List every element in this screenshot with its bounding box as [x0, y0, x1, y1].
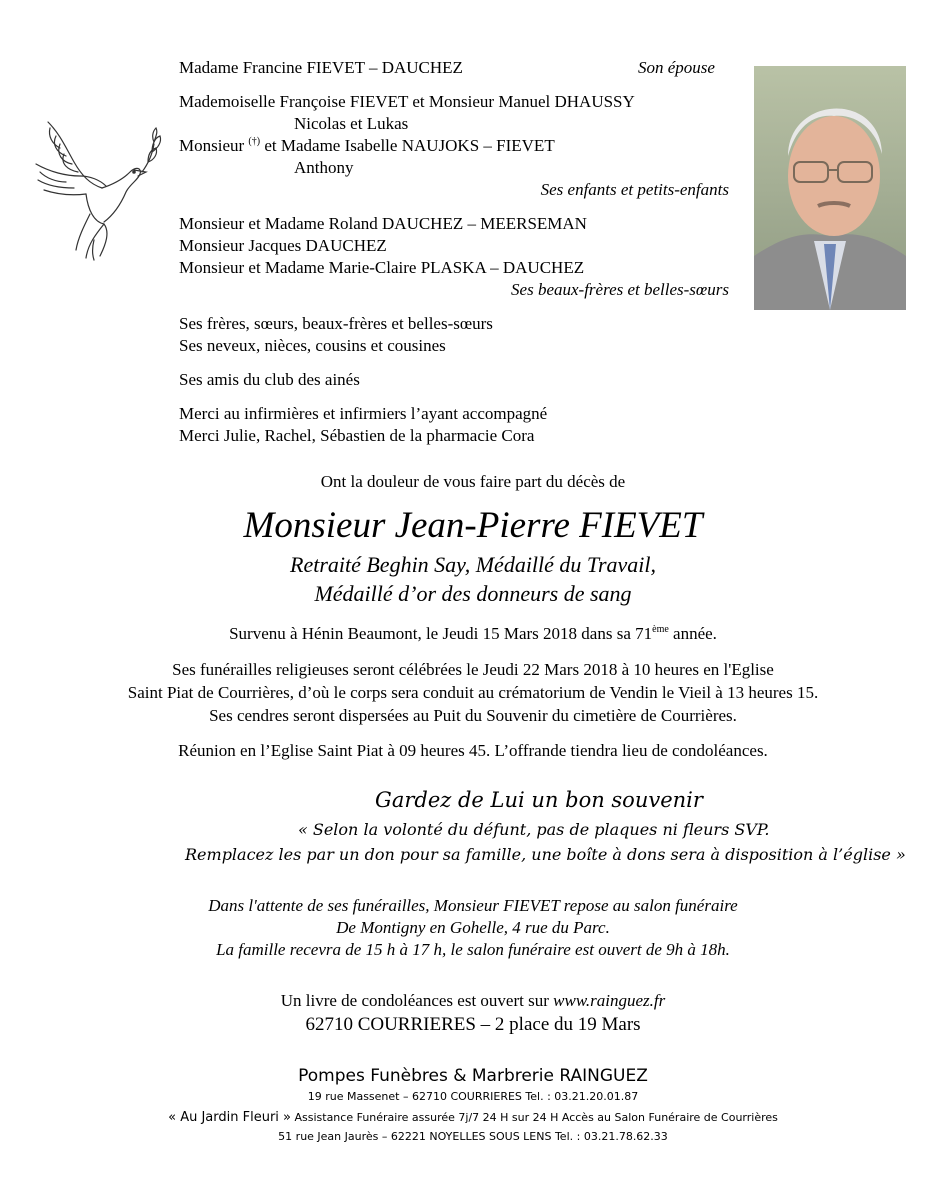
friends-line: Ses amis du club des ainés [179, 370, 360, 389]
condolences-text: Un livre de condoléances est ouvert sur [280, 991, 554, 1010]
children-line-3 [179, 136, 555, 156]
wake-line-3: La famille recevra de 15 h à 17 h, le salon funéraire est ouvert de 9h à 18h. [216, 940, 730, 959]
death-line [0, 624, 946, 644]
others-line-2: Ses neveux, nièces, cousins et cousines [179, 336, 446, 355]
inlaws-line-2: Monsieur Jacques DAUCHEZ [179, 236, 387, 255]
condolences-line-1 [0, 991, 946, 1011]
jardin-fleuri: « Au Jardin Fleuri » [168, 1110, 291, 1125]
wake-line-2: De Montigny en Gohelle, 4 rue du Parc. [336, 918, 610, 937]
company-address-1: 19 rue Massenet – 62710 COURRIERES Tel. : 03.21.20.01.87 [307, 1090, 639, 1103]
death-line-text: Survenu à Hénin Beaumont, le Jeudi 15 Mars 2018 dans sa 71 [229, 624, 653, 643]
intro-line: Ont la douleur de vous faire part du décès de [320, 472, 626, 491]
deceased-subtitle-1: Retraité Beghin Say, Médaillé du Travail, [290, 552, 656, 577]
children-line-3-title: Monsieur [179, 136, 245, 155]
funeral-line-1: Ses funérailles religieuses seront célébrées le Jeudi 22 Mars 2018 à 10 heures en l'Eglise [172, 660, 774, 679]
funeral-line-2: Saint Piat de Courrières, d’où le corps sera conduit au crématorium de Vendin le Vieil à 13 heures 15. [127, 683, 819, 702]
inlaws-role: Ses beaux-frères et belles-sœurs [511, 280, 729, 299]
death-ordinal-suffix: ème [652, 624, 669, 635]
inlaws-line-1: Monsieur et Madame Roland DAUCHEZ – MEERSEMAN [179, 214, 587, 233]
grandchildren-line-1: Nicolas et Lukas [294, 114, 409, 133]
funeral-line-3: Ses cendres seront dispersées au Puit du Souvenir du cimetière de Courrières. [209, 706, 737, 725]
company-services: Assistance Funéraire assurée 7j/7 24 H sur 24 H Accès au Salon Funéraire de Courrières [294, 1111, 778, 1124]
company-address-2: 51 rue Jean Jaurès – 62221 NOYELLES SOUS LENS Tel. : 03.21.78.62.33 [278, 1130, 668, 1143]
spouse-name: Madame Francine FIEVET – DAUCHEZ [179, 58, 463, 77]
children-line-3-names: et Madame Isabelle NAUJOKS – FIEVET [264, 136, 555, 155]
death-line-end: année. [668, 624, 717, 643]
spouse-role: Son épouse [638, 58, 715, 77]
condolences-line-2: 62710 COURRIERES – 2 place du 19 Mars [305, 1014, 641, 1035]
inlaws-line-3: Monsieur et Madame Marie-Claire PLASKA – DAUCHEZ [179, 258, 585, 277]
company-services-line [0, 1110, 946, 1125]
funeral-line-4: Réunion en l’Eglise Saint Piat à 09 heures 45. L’offrande tiendra lieu de condoléances. [178, 741, 768, 760]
company-name: Pompes Funèbres & Marbrerie RAINGUEZ [298, 1066, 648, 1086]
message-line-3: Remplacez les par un don pour sa famille, une boîte à dons sera à disposition à l’église » [185, 845, 906, 864]
children-role: Ses enfants et petits-enfants [540, 180, 729, 199]
deceased-mark: (†) [248, 136, 261, 147]
wake-line-1: Dans l'attente de ses funérailles, Monsieur FIEVET repose au salon funéraire [208, 896, 738, 915]
dove-illustration [30, 114, 170, 264]
deceased-subtitle-2: Médaillé d’or des donneurs de sang [314, 581, 632, 606]
message-line-1: Gardez de Lui un bon souvenir [375, 788, 703, 812]
portrait-photo [754, 66, 906, 310]
thanks-line-1: Merci au infirmières et infirmiers l’ayant accompagné [179, 404, 548, 423]
message-line-2: « Selon la volonté du défunt, pas de plaques ni fleurs SVP. [298, 820, 770, 839]
others-line-1: Ses frères, sœurs, beaux-frères et belles-sœurs [179, 314, 493, 333]
grandchildren-line-2: Anthony [294, 158, 354, 177]
condolences-url[interactable]: www.rainguez.fr [553, 991, 666, 1010]
thanks-line-2: Merci Julie, Rachel, Sébastien de la pharmacie Cora [179, 426, 535, 445]
children-line-1: Mademoiselle Françoise FIEVET et Monsieur Manuel DHAUSSY [179, 92, 635, 111]
deceased-name: Monsieur Jean-Pierre FIEVET [243, 505, 703, 546]
